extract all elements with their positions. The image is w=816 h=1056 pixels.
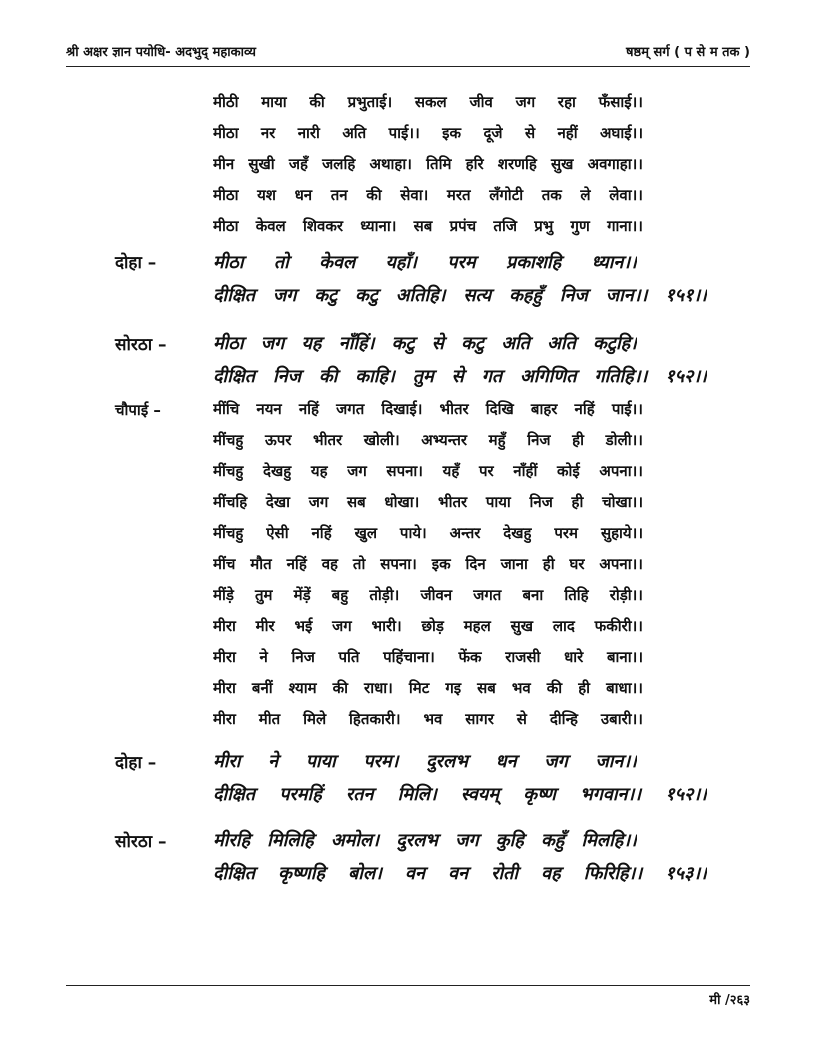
verse-line: मीरा मीर भई जग भारी। छोड़ महल सुख लाद फकीरी।। (213, 617, 643, 635)
verse-line: मीठा जग यह नाँहिं। कटु से कटु अति अति कटुहि। (213, 333, 637, 354)
verse-line: मीरहि मिलिहि अमोल। दुरलभ जग कुहि कहुँ मिलहि।। (213, 830, 637, 851)
verse-line: मीठा यश धन तन की सेवा। मरत लँगोटी तक ले लेवा।। (213, 186, 643, 204)
verse-line: मींचहु ऐसी नहिं खुल पाये। अन्तर देखहु परम सुहाये।। (213, 524, 643, 542)
chapter-title: षष्ठम् सर्ग ( प से म तक ) (626, 45, 750, 60)
verse-line: मीन सुखी जहँ जलहि अथाहा। तिमि हरि शरणहि सुख अवगाहा।। (213, 155, 643, 173)
verse-block-intro (213, 87, 643, 242)
chaupai-label: चौपाई – (115, 401, 161, 419)
footer-divider (66, 985, 750, 986)
verse-line: मीरा ने निज पति पहिंचाना। फेंक राजसी धारे बाना।। (213, 648, 643, 666)
sortha-verse (213, 824, 707, 890)
verse-line: मींचहु देखहु यह जग सपना। यहँ पर नाँहीं कोई अपना।। (213, 462, 643, 480)
chaupai-verse (213, 394, 643, 735)
verse-line: मींड़े तुम मेंड़ें बहु तोड़ी। जीवन जगत बना तिहि रोड़ी।। (213, 586, 643, 604)
sortha-label: सोरठा – (115, 335, 167, 355)
verse-line: मींच मौत नहिं वह तो सपना। इक दिन जाना ही घर अपना।। (213, 555, 643, 573)
page-header (66, 40, 750, 62)
verse-line: मींचहि देखा जग सब धोखा। भीतर पाया निज ही चोखा।। (213, 493, 643, 511)
verse-line: मीरा बनीं श्याम की राधा। मिट गइ सब भव की ही बाधा।। (213, 679, 643, 697)
doha-verse (213, 246, 707, 312)
doha-label: दोहा – (115, 753, 157, 773)
verse-line: दीक्षित जग कटु कटु अतिहि। सत्य कहहुँ निज जान।। १५१।। (213, 285, 707, 306)
sortha-verse (213, 327, 707, 393)
verse-line: मीठी माया की प्रभुताई। सकल जीव जग रहा फँसाई।। (213, 93, 643, 111)
verse-line: मीरा मीत मिले हितकारी। भव सागर से दीन्हि उबारी।। (213, 710, 643, 728)
verse-line: मीठा केवल शिवकर ध्याना। सब प्रपंच तजि प्रभु गुण गाना।। (213, 217, 643, 235)
page-number: मी /२६३ (709, 993, 750, 1008)
verse-line: मींचि नयन नहिं जगत दिखाई। भीतर दिखि बाहर नहिं पाई।। (213, 400, 643, 418)
verse-line: मींचहु ऊपर भीतर खोली। अभ्यन्तर महुँ निज ही डोली।। (213, 431, 643, 449)
verse-line: मीठा नर नारी अति पाई।। इक दूजे से नहीं अघाई।। (213, 124, 643, 142)
verse-line: मीरा ने पाया परम। दुरलभ धन जग जान।। (213, 751, 637, 772)
header-divider (66, 66, 750, 67)
verse-line: मीठा तो केवल यहाँ। परम प्रकाशहि ध्यान।। (213, 252, 637, 273)
sortha-label: सोरठा – (115, 832, 167, 852)
book-title: श्री अक्षर ज्ञान पयोधि- अदभुद् महाकाव्य (66, 45, 256, 60)
verse-line: दीक्षित निज की काहि। तुम से गत अगिणित गतिहि।। १५२।। (213, 366, 707, 387)
verse-line: दीक्षित परमहिं रतन मिलि। स्वयम् कृष्ण भगवान।। १५२।। (213, 784, 707, 805)
doha-verse (213, 745, 707, 811)
doha-label: दोहा – (115, 253, 157, 273)
verse-line: दीक्षित कृष्णहि बोल। वन वन रोती वह फिरिहि।। १५३।। (213, 863, 707, 884)
